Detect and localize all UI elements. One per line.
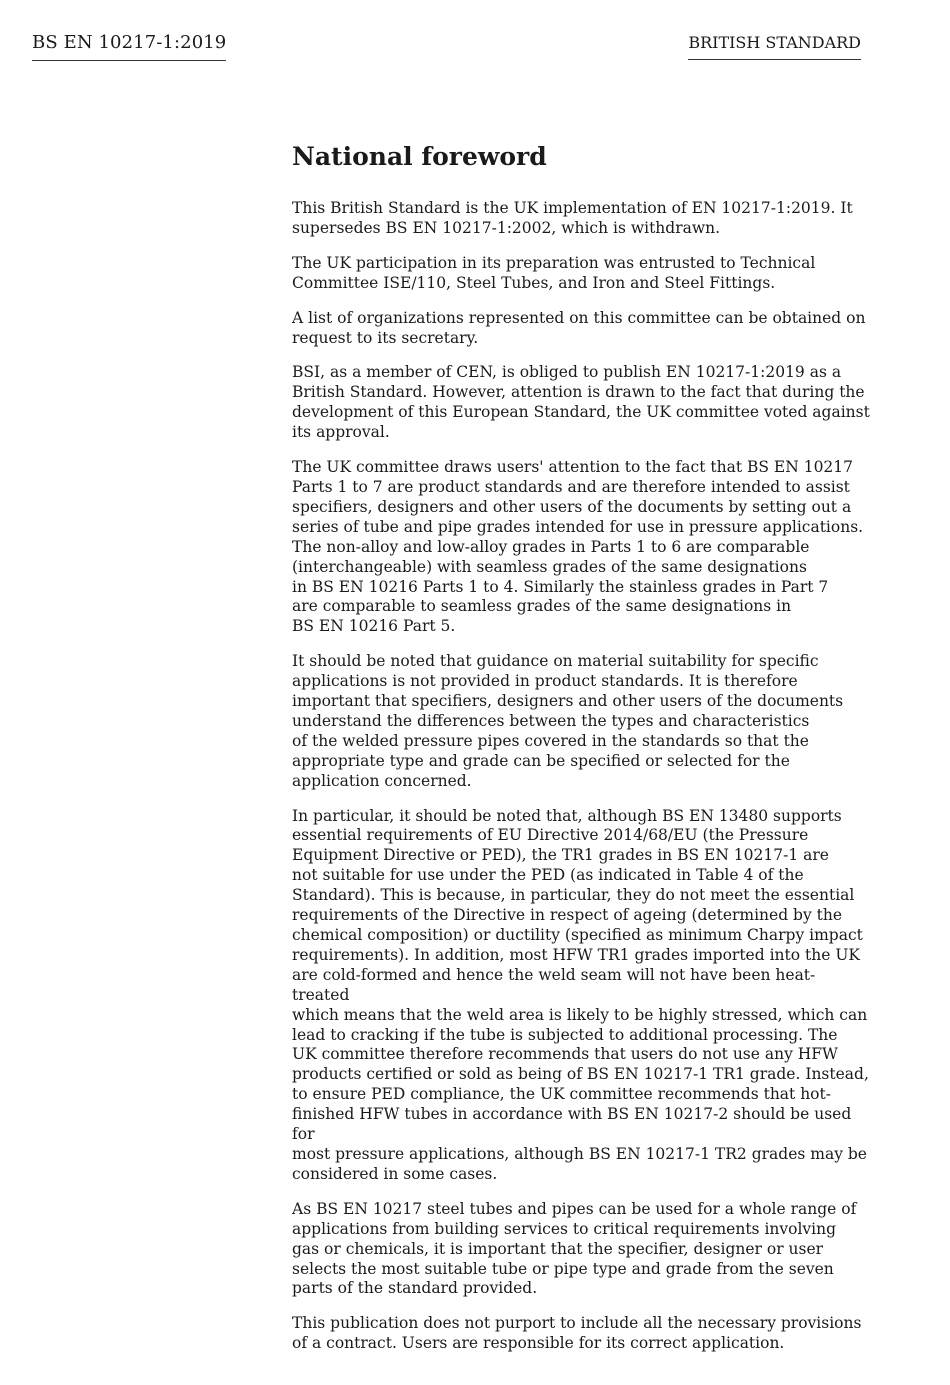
paragraph-applications: As BS EN 10217 steel tubes and pipes can be used for a whole range of applications from building services to critical requirements involving gas or chemicals, it is important that the specifier, designer or user selects the most suitable tube or pipe type and grade from the seven parts of the standard provided. xyxy=(292,1199,857,1298)
paragraph-cen-obligation: BSI, as a member of CEN, is obliged to publish EN 10217-1:2019 as a British Standard. However, attention is drawn to the fact that during the development of this European Standard, the UK committee voted against its approval. xyxy=(292,363,870,442)
paragraph-implementation: This British Standard is the UK implementation of EN 10217-1:2019. It supersedes BS EN 10217-1:2002, which is withdrawn. xyxy=(292,199,853,237)
paragraph-material-suitability: It should be noted that guidance on material suitability for specific applications is not provided in product standards. It is therefore important that specifiers, designers and other users of the documents understand the differences between the types and characteristics of the welded pressure pipes covered in the standards so that the appropriate type and grade can be specified or selected for the application concerned. xyxy=(292,652,844,790)
paragraph-product-standards: The UK committee draws users' attention to the fact that BS EN 10217 Parts 1 to 7 are product standards and are therefore intended to assist specifiers, designers and other users of the documents by setting out a series of tube and pipe grades intended for use in pressure applications. The non-alloy and low-alloy grades in Parts 1 to 6 are comparable (interchangeable) with seamless grades of the same designations in BS EN 10216 Parts 1 to 4. Similarly the stainless grades in Part 7 are comparable to seamless grades of the same designations in BS EN 10216 Part 5. xyxy=(292,458,864,636)
paragraph-organizations: A list of organizations represented on this committee can be obtained on request to its secretary. xyxy=(292,308,866,347)
page-title: National foreword xyxy=(292,142,547,171)
foreword-body xyxy=(292,140,872,1369)
paragraph-contract-disclaimer: This publication does not purport to include all the necessary provisions of a contract. Users are responsible for its correct application. xyxy=(292,1314,862,1353)
header-label: BRITISH STANDARD xyxy=(688,32,861,60)
header-doc-id: BS EN 10217-1:2019 xyxy=(32,31,226,61)
paragraph-participation: The UK participation in its preparation was entrusted to Technical Committee ISE/110, Steel Tubes, and Iron and Steel Fittings. xyxy=(292,253,816,292)
paragraph-ped-compliance: In particular, it should be noted that, although BS EN 13480 supports essential requirements of EU Directive 2014/68/EU (the Pressure Equipment Directive or PED), the TR1 grades in BS EN 10217-1 are not suitable for use under the PED (as indicated in Table 4 of the Standard). This is because, in particular, they do not meet the essential requirements of the Directive in respect of ageing (determined by the chemical composition) or ductility (specified as minimum Charpy impact requirements). In addition, most HFW TR1 grades imported into the UK are cold-formed and hence the weld seam will not have been heat-treated which means that the weld area is likely to be highly stressed, which can lead to cracking if the tube is subjected to additional processing. The UK committee therefore recommends that users do not use any HFW products certified or sold as being of BS EN 10217-1 TR1 grade. Instead, to ensure PED compliance, the UK committee recommends that hot- finished HFW tubes in accordance with BS EN 10217-2 should be used for most pressure applications, although BS EN 10217-1 TR2 grades may be considered in some cases. xyxy=(292,806,869,1183)
